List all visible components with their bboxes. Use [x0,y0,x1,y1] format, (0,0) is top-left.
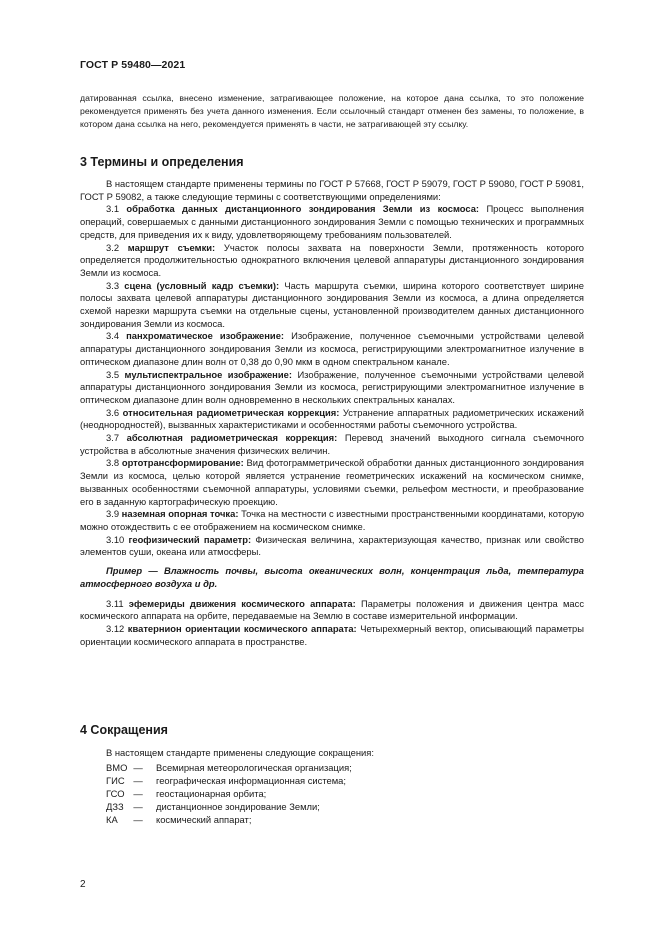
abbreviation-dash: — [133,775,143,787]
section-3-lead: В настоящем стандарте применены термины по ГОСТ Р 57668, ГОСТ Р 59079, ГОСТ Р 59080, ГОСТ Р 59081, ГОСТ Р 59082, а также следующие термины с соответствующими определениями: [80,178,584,202]
example-note: Пример — Влажность почвы, высота океанических волн, концентрация льда, температура атмосферного воздуха и др. [80,565,584,589]
abbreviation-code: КА [106,814,118,826]
abbreviation-code: ВМО [106,762,128,774]
term-definition [80,457,584,508]
term-name: обработка данных дистанционного зондирования Земли из космоса: [126,203,480,215]
abbreviation-dash: — [133,762,143,774]
term-definition [80,203,584,241]
term-number: 3.12 [106,622,125,634]
term-text: Точка на местности с известными пространственными координатами, которую можно отождествить с ее отображением на космическом снимке. [80,508,584,532]
term-number: 3.9 [106,508,120,520]
abbreviation-row [80,813,584,826]
abbreviation-row [80,774,584,787]
term-number: 3.6 [106,406,120,418]
term-definition [80,369,584,407]
term-definition [80,432,584,457]
term-text: Параметры положения и движения центра масс космического аппарата на орбите, передаваемые на Землю в составе измерительной информации. [80,597,585,622]
term-name: наземная опорная точка: [121,508,239,520]
abbreviations-block [80,746,584,827]
document-header: ГОСТ Р 59480—2021 [80,59,186,71]
section-4-title: 4 Сокращения [80,723,168,737]
term-number: 3.7 [106,432,120,444]
abbreviation-row [80,761,584,774]
term-definition [80,280,584,331]
term-definition [80,598,584,623]
term-definition [80,330,584,368]
term-list [80,203,584,559]
abbreviation-definition: географическая информационная система; [156,775,346,787]
term-name: маршрут съемки: [127,241,216,253]
page-number: 2 [80,879,86,890]
term-text: Изображение, полученное съемочными устройствами целевой аппаратуры дистанционного зондирования Земли из космоса, регистрирующими электромагнитное излучение в оптическом диапазоне длин волн от 0,38 до 0,90 мкм в одном спектральном канале. [80,330,584,367]
abbreviation-code: ДЗЗ [106,801,124,813]
term-number: 3.8 [106,457,120,469]
term-name: сцена (условный кадр съемки): [124,279,280,291]
section-3-body [80,178,584,648]
abbreviation-dash: — [133,788,143,800]
abbreviation-row [80,800,584,813]
abbreviation-dash: — [133,814,143,826]
term-name: относительная радиометрическая коррекция: [122,406,340,418]
abbreviation-code: ГСО [106,788,125,800]
abbreviation-row [80,787,584,800]
term-text: Четырехмерный вектор, описывающий параметры ориентации космического аппарата в пространстве. [80,622,584,647]
abbreviation-definition: космический аппарат; [156,814,252,826]
term-definition [80,407,584,432]
abbreviation-dash: — [133,801,143,813]
term-name: кватернион ориентации космического аппарата: [127,622,357,634]
term-list-after-note [80,598,584,649]
section-4-lead: В настоящем стандарте применены следующие сокращения: [106,747,374,758]
section-3-title: 3 Термины и определения [80,155,244,169]
term-text: Вид фотограмметрической обработки данных дистанционного зондирования Земли из космоса, целью которой является устранение геометрических искажений на космическом снимке, вызванных особенностями съемочной аппаратуры, условиями съемки, рельефом местности, и преобразование его в заданную картографическую проекцию. [80,457,584,507]
term-definition [80,508,584,533]
term-text: Процесс выполнения операций, совершаемых с данными дистанционного зондирования Земли с помощью технических и программных средств, для приведения их к виду, удовлетворяющему требованиям пользователей. [80,203,584,240]
abbreviation-code: ГИС [106,775,125,787]
term-definition [80,242,584,280]
term-text: Участок полосы захвата на поверхности Земли, протяженность которого определяется продолжительностью однократного включения целевой аппаратуры дистанционного зондирования Земли из космоса. [80,241,584,278]
term-text: Перевод значений выходного сигнала съемочного устройства в абсолютные значения физических величин. [80,432,585,456]
term-number: 3.1 [106,203,120,215]
abbreviation-definition: Всемирная метеорологическая организация; [156,762,352,774]
term-text: Изображение, полученное съемочными устройствами целевой аппаратуры дистанционного зондирования Земли из космоса, регистрирующими электромагнитное излучение в оптическом диапазоне длин волн одновременно в нескольких спектральных каналах. [80,368,584,405]
abbreviation-definition: геостационарная орбита; [156,788,267,800]
term-definition [80,623,584,648]
term-number: 3.10 [106,533,125,545]
term-number: 3.11 [106,597,124,609]
term-name: панхроматическое изображение: [126,330,285,342]
term-number: 3.4 [106,330,120,342]
term-text: Устранение аппаратных радиометрических искажений (неоднородностей), вызванных характеристиками и особенностями работы съемочного устройства. [80,406,585,431]
term-text: Физическая величина, характеризующая качество, признак или свойство элементов суши, океана или атмосферы. [80,533,585,558]
term-number: 3.3 [106,279,120,291]
term-definition [80,534,584,559]
term-number: 3.5 [106,368,120,380]
term-name: эфемериды движения космического аппарата: [128,597,356,609]
term-name: абсолютная радиометрическая коррекция: [126,432,338,444]
term-name: мультиспектральное изображение: [124,368,292,380]
term-name: ортотрансформирование: [121,457,244,469]
term-number: 3.2 [106,241,120,253]
term-text: Часть маршрута съемки, ширина которого соответствует ширине полосы захвата целевой аппаратуры дистанционного зондирования Земли из космоса, а длина определяется схемой нарезки маршрута съемки на отдельные сцены, установленной производителем данных дистанционного зондирования Земли из космоса. [80,279,584,329]
intro-paragraph: датированная ссылка, внесено изменение, затрагивающее положение, на которое дана ссылка, то это положение рекомендуется применять без учета данного изменения. Если ссылочный стандарт отменен без замены, то положение, в котором дана ссылка на него, рекомендуется применять в части, не затрагивающей эту ссылку. [80,93,584,129]
abbreviation-definition: дистанционное зондирование Земли; [156,801,320,813]
abbreviation-list [80,761,584,826]
term-name: геофизический параметр: [128,533,252,545]
